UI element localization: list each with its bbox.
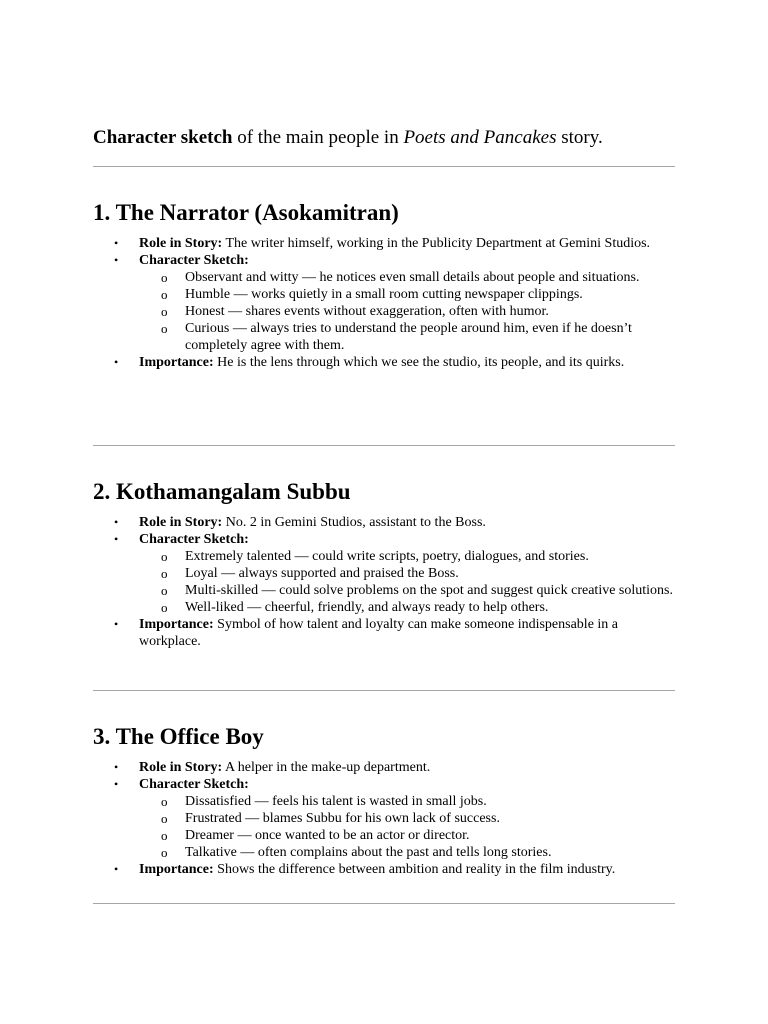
divider — [93, 903, 675, 904]
section-heading: 2. Kothamangalam Subbu — [93, 479, 351, 504]
role-text: A helper in the make-up department. — [222, 760, 431, 775]
importance-text: He is the lens through which we see the studio, its people, and its quirks. — [213, 355, 625, 370]
trait-item: o Dissatisfied — feels his talent is wasted in small jobs. — [139, 793, 675, 810]
list-item-role — [93, 514, 675, 531]
trait-item: o Extremely talented — could write scripts, poetry, dialogues, and stories. — [139, 548, 675, 565]
trait-list — [139, 548, 675, 616]
trait-item: o Multi-skilled — could solve problems on the spot and suggest quick creative solutions. — [139, 582, 675, 599]
importance-label: Importance: — [139, 355, 214, 370]
section-subbu — [93, 478, 675, 650]
intro-middle: of the main people in — [232, 127, 404, 148]
role-text: No. 2 in Gemini Studios, assistant to the Boss. — [222, 515, 486, 530]
divider — [93, 690, 675, 691]
importance-text: Shows the difference between ambition and reality in the film industry. — [213, 862, 616, 877]
trait-item: o Loyal — always supported and praised the Boss. — [139, 565, 675, 582]
role-label: Role in Story: — [139, 515, 223, 530]
intro-title: Poets and Pancakes — [403, 127, 557, 148]
list-item-importance — [93, 354, 675, 371]
divider — [93, 445, 675, 446]
section-heading: 3. The Office Boy — [93, 724, 264, 749]
list-item-importance — [93, 616, 675, 650]
sketch-label: Character Sketch: — [139, 777, 249, 792]
divider — [93, 166, 675, 167]
trait-item: o Talkative — often complains about the past and tells long stories. — [139, 844, 675, 861]
importance-text: Symbol of how talent and loyalty can make someone indispensable in a workplace. — [139, 617, 619, 649]
trait-list — [139, 269, 675, 354]
list-item-sketch — [93, 776, 675, 861]
bullet-list — [93, 514, 675, 650]
list-item-role — [93, 759, 675, 776]
list-item-importance — [93, 861, 675, 878]
trait-item: o Well-liked — cheerful, friendly, and always ready to help others. — [139, 599, 675, 616]
trait-item: o Humble — works quietly in a small room cutting newspaper clippings. — [139, 286, 675, 303]
bullet-list — [93, 759, 675, 878]
section-heading: 1. The Narrator (Asokamitran) — [93, 200, 399, 225]
role-text: The writer himself, working in the Publicity Department at Gemini Studios. — [222, 236, 651, 251]
intro-line — [93, 126, 675, 150]
role-label: Role in Story: — [139, 760, 223, 775]
section-office-boy — [93, 723, 675, 878]
trait-item: o Dreamer — once wanted to be an actor or director. — [139, 827, 675, 844]
list-item-role — [93, 235, 675, 252]
sketch-label: Character Sketch: — [139, 253, 249, 268]
trait-item: o Curious — always tries to understand the people around him, even if he doesn’t completely agree with them. — [139, 320, 675, 354]
intro-bold: Character sketch — [93, 127, 233, 148]
sketch-label: Character Sketch: — [139, 532, 249, 547]
importance-label: Importance: — [139, 617, 214, 632]
trait-item: o Observant and witty — he notices even small details about people and situations. — [139, 269, 675, 286]
importance-label: Importance: — [139, 862, 214, 877]
trait-item: o Frustrated — blames Subbu for his own lack of success. — [139, 810, 675, 827]
intro-end: story. — [556, 127, 603, 148]
list-item-sketch — [93, 252, 675, 354]
role-label: Role in Story: — [139, 236, 223, 251]
bullet-list — [93, 235, 675, 371]
list-item-sketch — [93, 531, 675, 616]
trait-item: o Honest — shares events without exaggeration, often with humor. — [139, 303, 675, 320]
section-narrator — [93, 199, 675, 371]
trait-list — [139, 793, 675, 861]
